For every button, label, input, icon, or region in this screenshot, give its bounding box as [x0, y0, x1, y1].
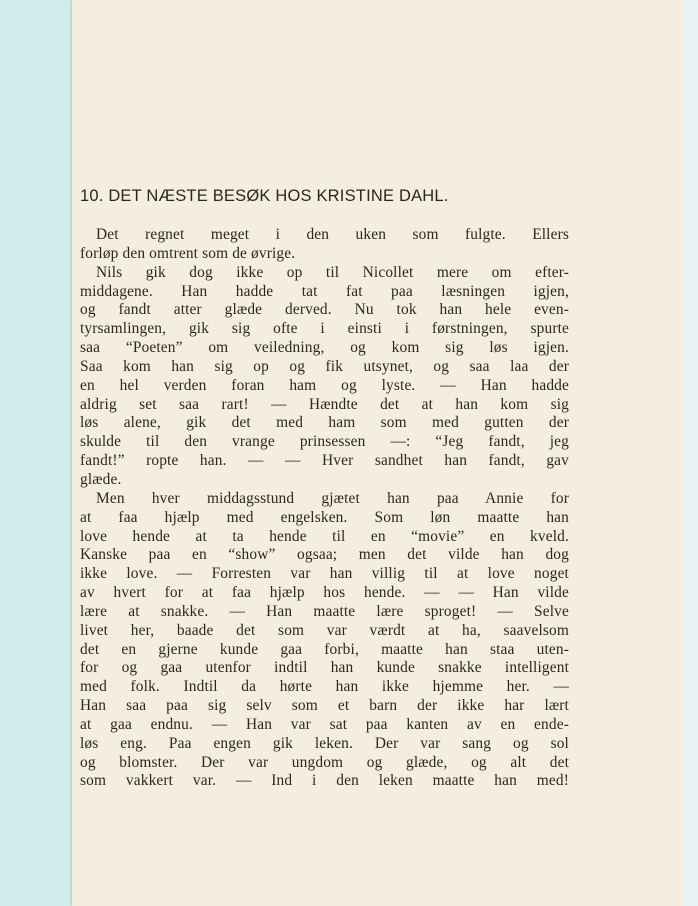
- text-line: middagene. Han hadde tat fat paa læsningen igjen,: [80, 282, 569, 300]
- text-line: lære at snakke. — Han maatte lære sproget! — Selve: [80, 602, 569, 620]
- text-line: Men hver middagsstund gjætet han paa Annie for: [96, 489, 569, 507]
- text-line: saa “Poeten” om veiledning, og kom sig løs igjen.: [80, 339, 569, 357]
- text-line: livet her, baade det som var værdt at ha, saavelsom: [80, 621, 569, 639]
- text-line: Kanske paa en “show” ogsaa; men det vilde han dog: [80, 546, 569, 564]
- text-line: det en gjerne kunde gaa forbi, maatte han staa uten-: [80, 640, 569, 658]
- text-line: av hvert for at faa hjælp hos hende. — — Han vilde: [80, 584, 569, 602]
- text-line: forløp den omtrent som de øvrige.: [80, 244, 296, 262]
- text-line: Nils gik dog ikke op til Nicollet mere om efter-: [96, 263, 569, 281]
- text-line: at faa hjælp med engelsken. Som løn maatte han: [80, 508, 569, 526]
- body-text: [80, 226, 569, 791]
- text-line: love hende at ta hende til en “movie” en kveld.: [80, 527, 569, 545]
- text-line: tyrsamlingen, gik sig ofte i einsti i førstningen, spurte: [80, 320, 569, 338]
- text-line: løs eng. Paa engen gik leken. Der var sang og sol: [80, 734, 569, 752]
- text-line: glæde.: [80, 470, 122, 488]
- page-edge: [684, 0, 698, 906]
- text-line: at gaa endnu. — Han var sat paa kanten av en ende-: [80, 715, 569, 733]
- chapter-title: 10. DET NÆSTE BESØK HOS KRISTINE DAHL.: [80, 187, 449, 205]
- text-line: med folk. Indtil da hørte han ikke hjemme her. —: [80, 678, 569, 696]
- text-line: for og gaa utenfor indtil han kunde snakke intelligent: [80, 659, 569, 677]
- text-line: løs alene, gik det med ham som med gutten der: [80, 414, 569, 432]
- text-line: og blomster. Der var ungdom og glæde, og alt det: [80, 753, 569, 771]
- text-line: Saa kom han sig op og fik utsynet, og saa laa der: [80, 357, 569, 375]
- text-line: skulde til den vrange prinsessen —: “Jeg fandt, jeg: [80, 433, 569, 451]
- text-line: som vakkert var. — Ind i den leken maatte han med!: [80, 772, 569, 790]
- text-line: ikke love. — Forresten var han villig til at love noget: [80, 565, 569, 583]
- text-line: Det regnet meget i den uken som fulgte. Ellers: [96, 226, 569, 243]
- text-line: aldrig set saa rart! — Hændte det at han kom sig: [80, 395, 569, 413]
- text-line: og fandt atter glæde derved. Nu tok han hele even-: [80, 301, 569, 319]
- text-line: en hel verden foran ham og lyste. — Han hadde: [80, 376, 569, 394]
- text-line: fandt!” ropte han. — — Hver sandhet han fandt, gav: [80, 452, 569, 470]
- text-line: Han saa paa sig selv som et barn der ikke har lært: [80, 697, 569, 715]
